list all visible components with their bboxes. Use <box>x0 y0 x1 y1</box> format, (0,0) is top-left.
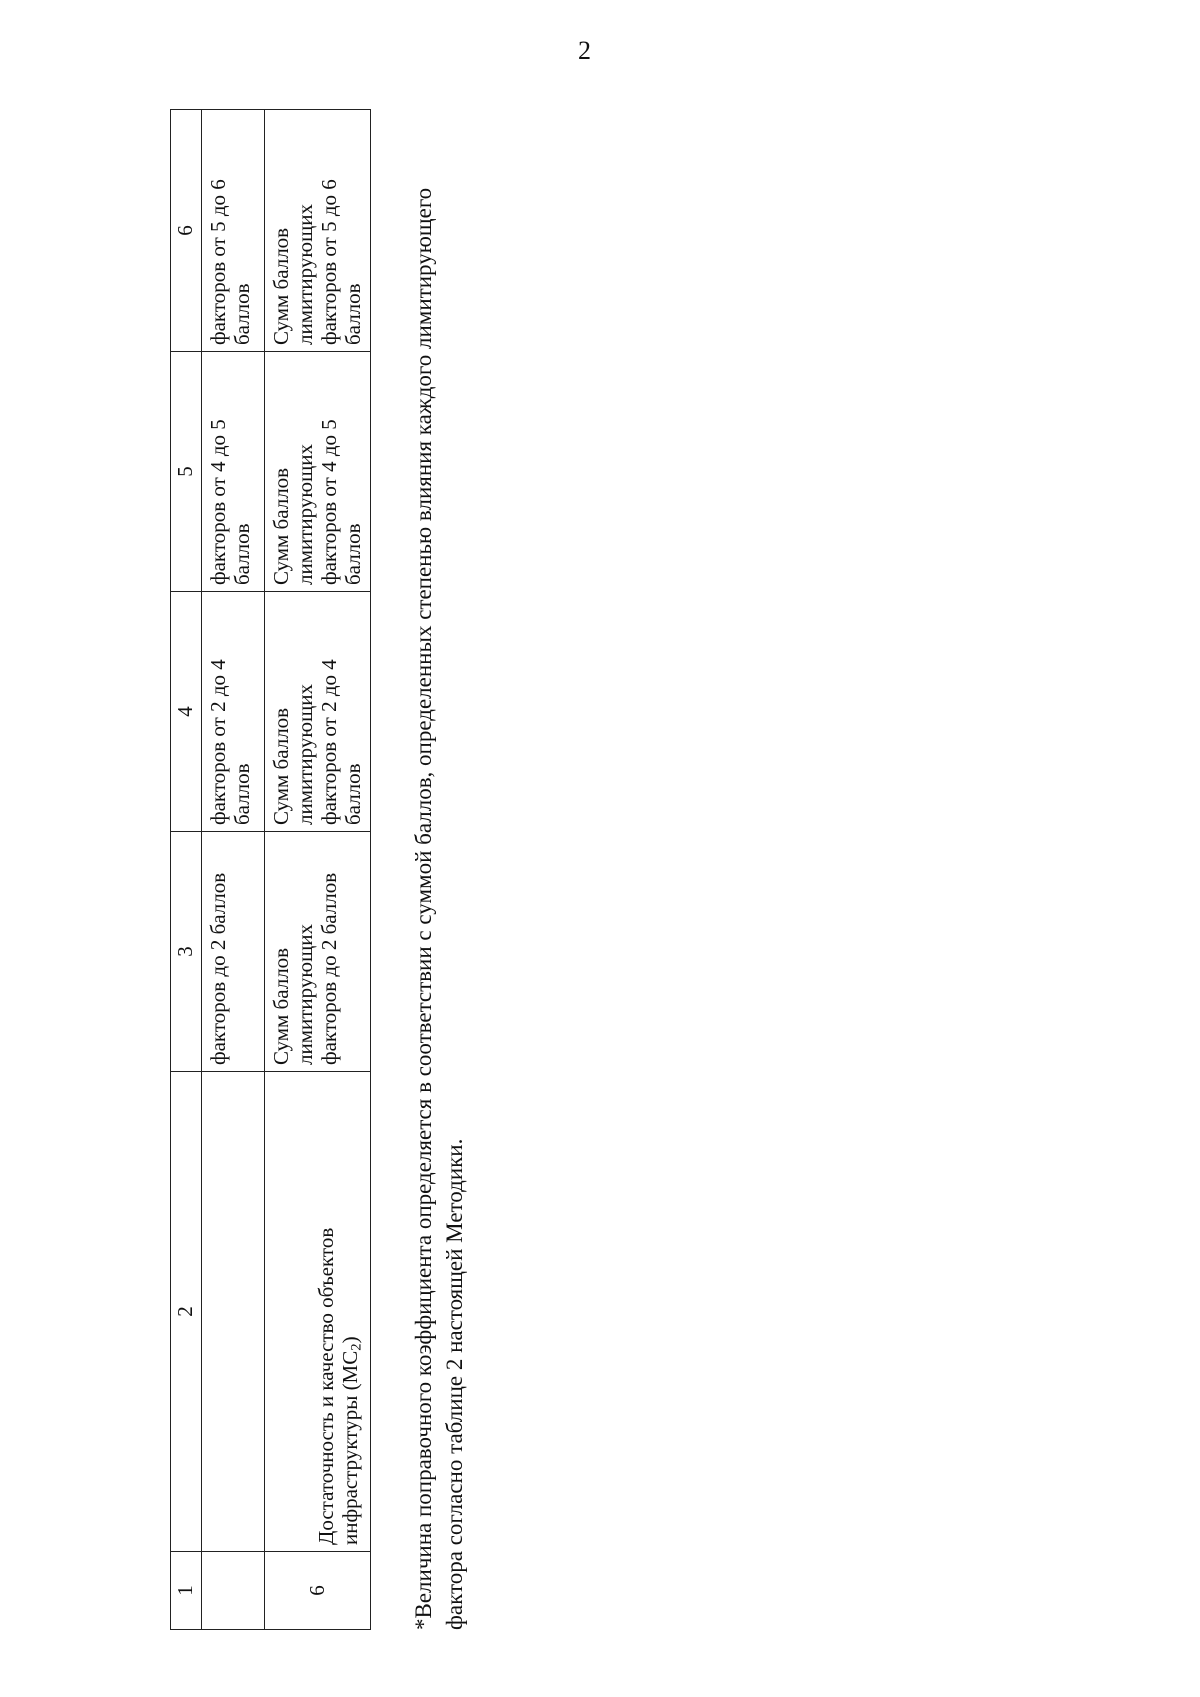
table-cell: факторов до 2 баллов <box>202 832 265 1072</box>
table-cell: факторов от 5 до 6 баллов <box>202 110 265 352</box>
table-cell <box>202 1552 265 1630</box>
table-row <box>265 110 371 1630</box>
header-cell-5: 5 <box>171 352 202 592</box>
table-cell <box>202 1072 265 1552</box>
rotated-content <box>170 130 470 1630</box>
table-cell: Сумм баллов лимитирующих факторов от 4 до 5 баллов <box>265 352 371 592</box>
header-cell-6: 6 <box>171 110 202 352</box>
scoring-table <box>170 109 371 1630</box>
table-cell: Сумм баллов лимитирующих факторов от 5 до 6 баллов <box>265 110 371 352</box>
page-number: 2 <box>578 36 591 65</box>
header-cell-1: 1 <box>171 1552 202 1630</box>
table-cell: факторов от 4 до 5 баллов <box>202 352 265 592</box>
header-cell-4: 4 <box>171 592 202 832</box>
header-cell-2: 2 <box>171 1072 202 1552</box>
row-number: 6 <box>265 1552 371 1630</box>
indicator-name-text: Достаточность и качество объектов инфраструктуры (МС <box>313 1227 362 1545</box>
indicator-name <box>265 1072 371 1552</box>
indicator-name-subscript: 2 <box>348 1343 365 1351</box>
header-cell-3: 3 <box>171 832 202 1072</box>
table-cell: Сумм баллов лимитирующих факторов до 2 баллов <box>265 832 371 1072</box>
table-cell: Сумм баллов лимитирующих факторов от 2 до 4 баллов <box>265 592 371 832</box>
table-header-row <box>171 110 202 1630</box>
indicator-name-close: ) <box>337 1336 362 1344</box>
table-row <box>202 110 265 1630</box>
footnote: *Величина поправочного коэффициента определяется в соответствии с суммой баллов, определенных степенью влияния каждого лимитирующего фактора согласно таблице 2 настоящей Методики. <box>411 187 468 1630</box>
table-cell: факторов от 2 до 4 баллов <box>202 592 265 832</box>
